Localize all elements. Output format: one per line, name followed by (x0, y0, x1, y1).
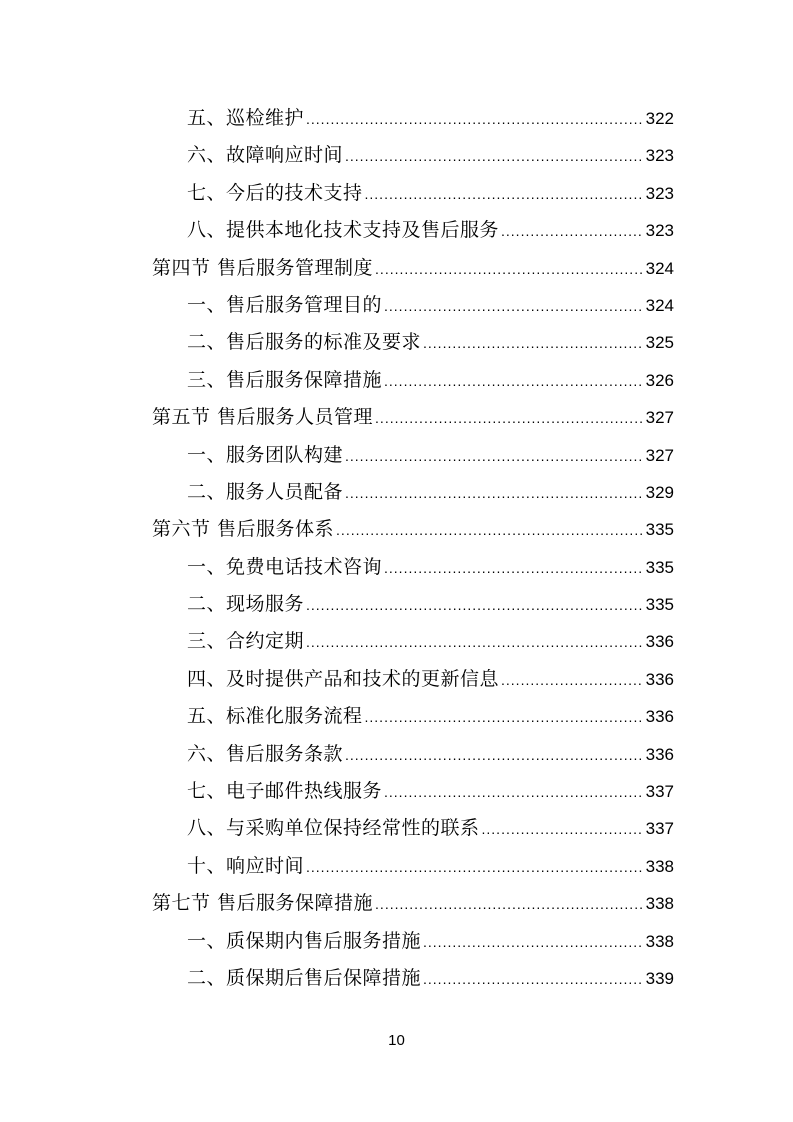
toc-entry-tuandui-goujian[interactable] (152, 437, 674, 474)
toc-leader-dots (345, 737, 644, 774)
toc-leader-dots (306, 624, 644, 661)
toc-entry-title: 一、免费电话技术咨询 (187, 555, 383, 578)
toc-leader-dots (336, 512, 644, 549)
toc-entry-zhibaoqi-nei[interactable] (152, 923, 674, 960)
toc-entry-title: 一、服务团队构建 (187, 443, 344, 466)
toc-leader-dots (375, 400, 644, 437)
toc-section-5[interactable] (152, 399, 674, 436)
toc-leader-dots (375, 251, 644, 288)
toc-leader-dots (345, 438, 644, 475)
toc-entry-page: 323 (645, 183, 674, 203)
toc-entry-page: 327 (645, 408, 674, 428)
toc-entry-page: 336 (645, 707, 674, 727)
toc-entry-title: 第六节 售后服务体系 (152, 518, 335, 541)
toc-entry-title: 第五节 售后服务人员管理 (152, 406, 374, 429)
toc-entry-page: 336 (645, 669, 674, 689)
toc-entry-title: 六、售后服务条款 (187, 742, 344, 765)
toc-entry-page: 338 (645, 931, 674, 951)
toc-entry-title: 八、与采购单位保持经常性的联系 (187, 817, 480, 840)
toc-entry-jingchangxing-lianxi[interactable] (152, 810, 674, 847)
toc-entry-fuwu-tiaokuan[interactable] (152, 736, 674, 773)
toc-entry-title: 五、标准化服务流程 (187, 705, 363, 728)
toc-entry-guzhang-xiangying-shijian[interactable] (152, 137, 674, 174)
toc-entry-page: 327 (645, 445, 674, 465)
toc-leader-dots (423, 924, 644, 961)
toc-entry-page: 338 (645, 856, 674, 876)
toc-entry-title: 六、故障响应时间 (187, 144, 344, 167)
toc-entry-page: 322 (645, 109, 674, 128)
toc-entry-title: 一、质保期内售后服务措施 (187, 929, 422, 952)
toc-entry-page: 325 (645, 333, 674, 353)
toc-entry-page: 324 (645, 258, 674, 278)
toc-entry-title: 三、售后服务保障措施 (187, 368, 383, 391)
toc-entry-page: 339 (645, 968, 674, 988)
toc-entry-title: 二、现场服务 (187, 593, 305, 616)
toc-entry-title: 二、质保期后售后保障措施 (187, 966, 422, 989)
page-number: 10 (388, 1032, 405, 1049)
toc-leader-dots (384, 774, 644, 811)
toc-entry-page: 335 (645, 520, 674, 540)
toc-leader-dots (384, 550, 644, 587)
toc-leader-dots (345, 475, 644, 512)
toc-entry-page: 336 (645, 632, 674, 652)
toc-entry-page: 338 (645, 894, 674, 914)
toc-entry-page: 323 (645, 221, 674, 241)
toc-entry-page: 337 (645, 819, 674, 839)
toc-leader-dots (501, 662, 644, 699)
toc-entry-heyue-dingqi[interactable] (152, 623, 674, 660)
toc-leader-dots (345, 138, 644, 175)
toc-entry-xunjian-weihu[interactable] (152, 100, 674, 137)
toc-entry-jinhou-jishu-zhichi[interactable] (152, 175, 674, 212)
toc-leader-dots (384, 288, 644, 325)
toc-entry-page: 326 (645, 370, 674, 390)
toc-leader-dots (375, 886, 644, 923)
table-of-contents (152, 100, 674, 997)
toc-entry-page: 323 (645, 146, 674, 166)
toc-entry-youjian-rexian[interactable] (152, 773, 674, 810)
toc-entry-title: 第七节 售后服务保障措施 (152, 892, 374, 915)
toc-entry-biaozhunhua-liucheng[interactable] (152, 698, 674, 735)
toc-section-6[interactable] (152, 511, 674, 548)
toc-entry-page: 335 (645, 595, 674, 615)
toc-leader-dots (423, 325, 644, 362)
toc-entry-title: 四、及时提供产品和技术的更新信息 (187, 667, 500, 690)
toc-leader-dots (501, 213, 644, 250)
toc-entry-title: 一、售后服务管理目的 (187, 293, 383, 316)
toc-leader-dots (306, 101, 644, 138)
toc-entry-page: 329 (645, 482, 674, 502)
toc-entry-mianfei-dianhua[interactable] (152, 549, 674, 586)
toc-entry-title: 十、响应时间 (187, 854, 305, 877)
toc-entry-title: 第四节 售后服务管理制度 (152, 256, 374, 279)
toc-entry-page: 336 (645, 744, 674, 764)
toc-entry-xianchang-fuwu[interactable] (152, 586, 674, 623)
toc-entry-renyuan-peibei[interactable] (152, 474, 674, 511)
toc-entry-bendihua-jishu-zhichi[interactable] (152, 212, 674, 249)
toc-entry-title: 八、提供本地化技术支持及售后服务 (187, 219, 500, 242)
toc-entry-page: 335 (645, 557, 674, 577)
toc-entry-gengxin-xinxi[interactable] (152, 661, 674, 698)
toc-leader-dots (365, 176, 644, 213)
toc-entry-zhibaoqi-hou[interactable] (152, 960, 674, 997)
toc-leader-dots (482, 811, 644, 848)
toc-entry-title: 三、合约定期 (187, 630, 305, 653)
toc-entry-baozhang-cuoshi[interactable] (152, 362, 674, 399)
toc-leader-dots (306, 587, 644, 624)
toc-entry-xiangying-shijian[interactable] (152, 848, 674, 885)
toc-entry-page: 324 (645, 295, 674, 315)
toc-entry-page: 337 (645, 782, 674, 802)
toc-entry-title: 五、巡检维护 (187, 107, 305, 129)
toc-leader-dots (306, 849, 644, 886)
toc-section-4[interactable] (152, 250, 674, 287)
toc-leader-dots (423, 961, 644, 998)
toc-entry-title: 二、售后服务的标准及要求 (187, 331, 422, 354)
toc-entry-title: 七、电子邮件热线服务 (187, 780, 383, 803)
toc-entry-title: 二、服务人员配备 (187, 480, 344, 503)
toc-entry-biaozhun-yaoqiu[interactable] (152, 324, 674, 361)
toc-leader-dots (365, 699, 644, 736)
toc-entry-title: 七、今后的技术支持 (187, 181, 363, 204)
toc-section-7[interactable] (152, 885, 674, 922)
toc-entry-guanli-mudi[interactable] (152, 287, 674, 324)
toc-leader-dots (384, 363, 644, 400)
